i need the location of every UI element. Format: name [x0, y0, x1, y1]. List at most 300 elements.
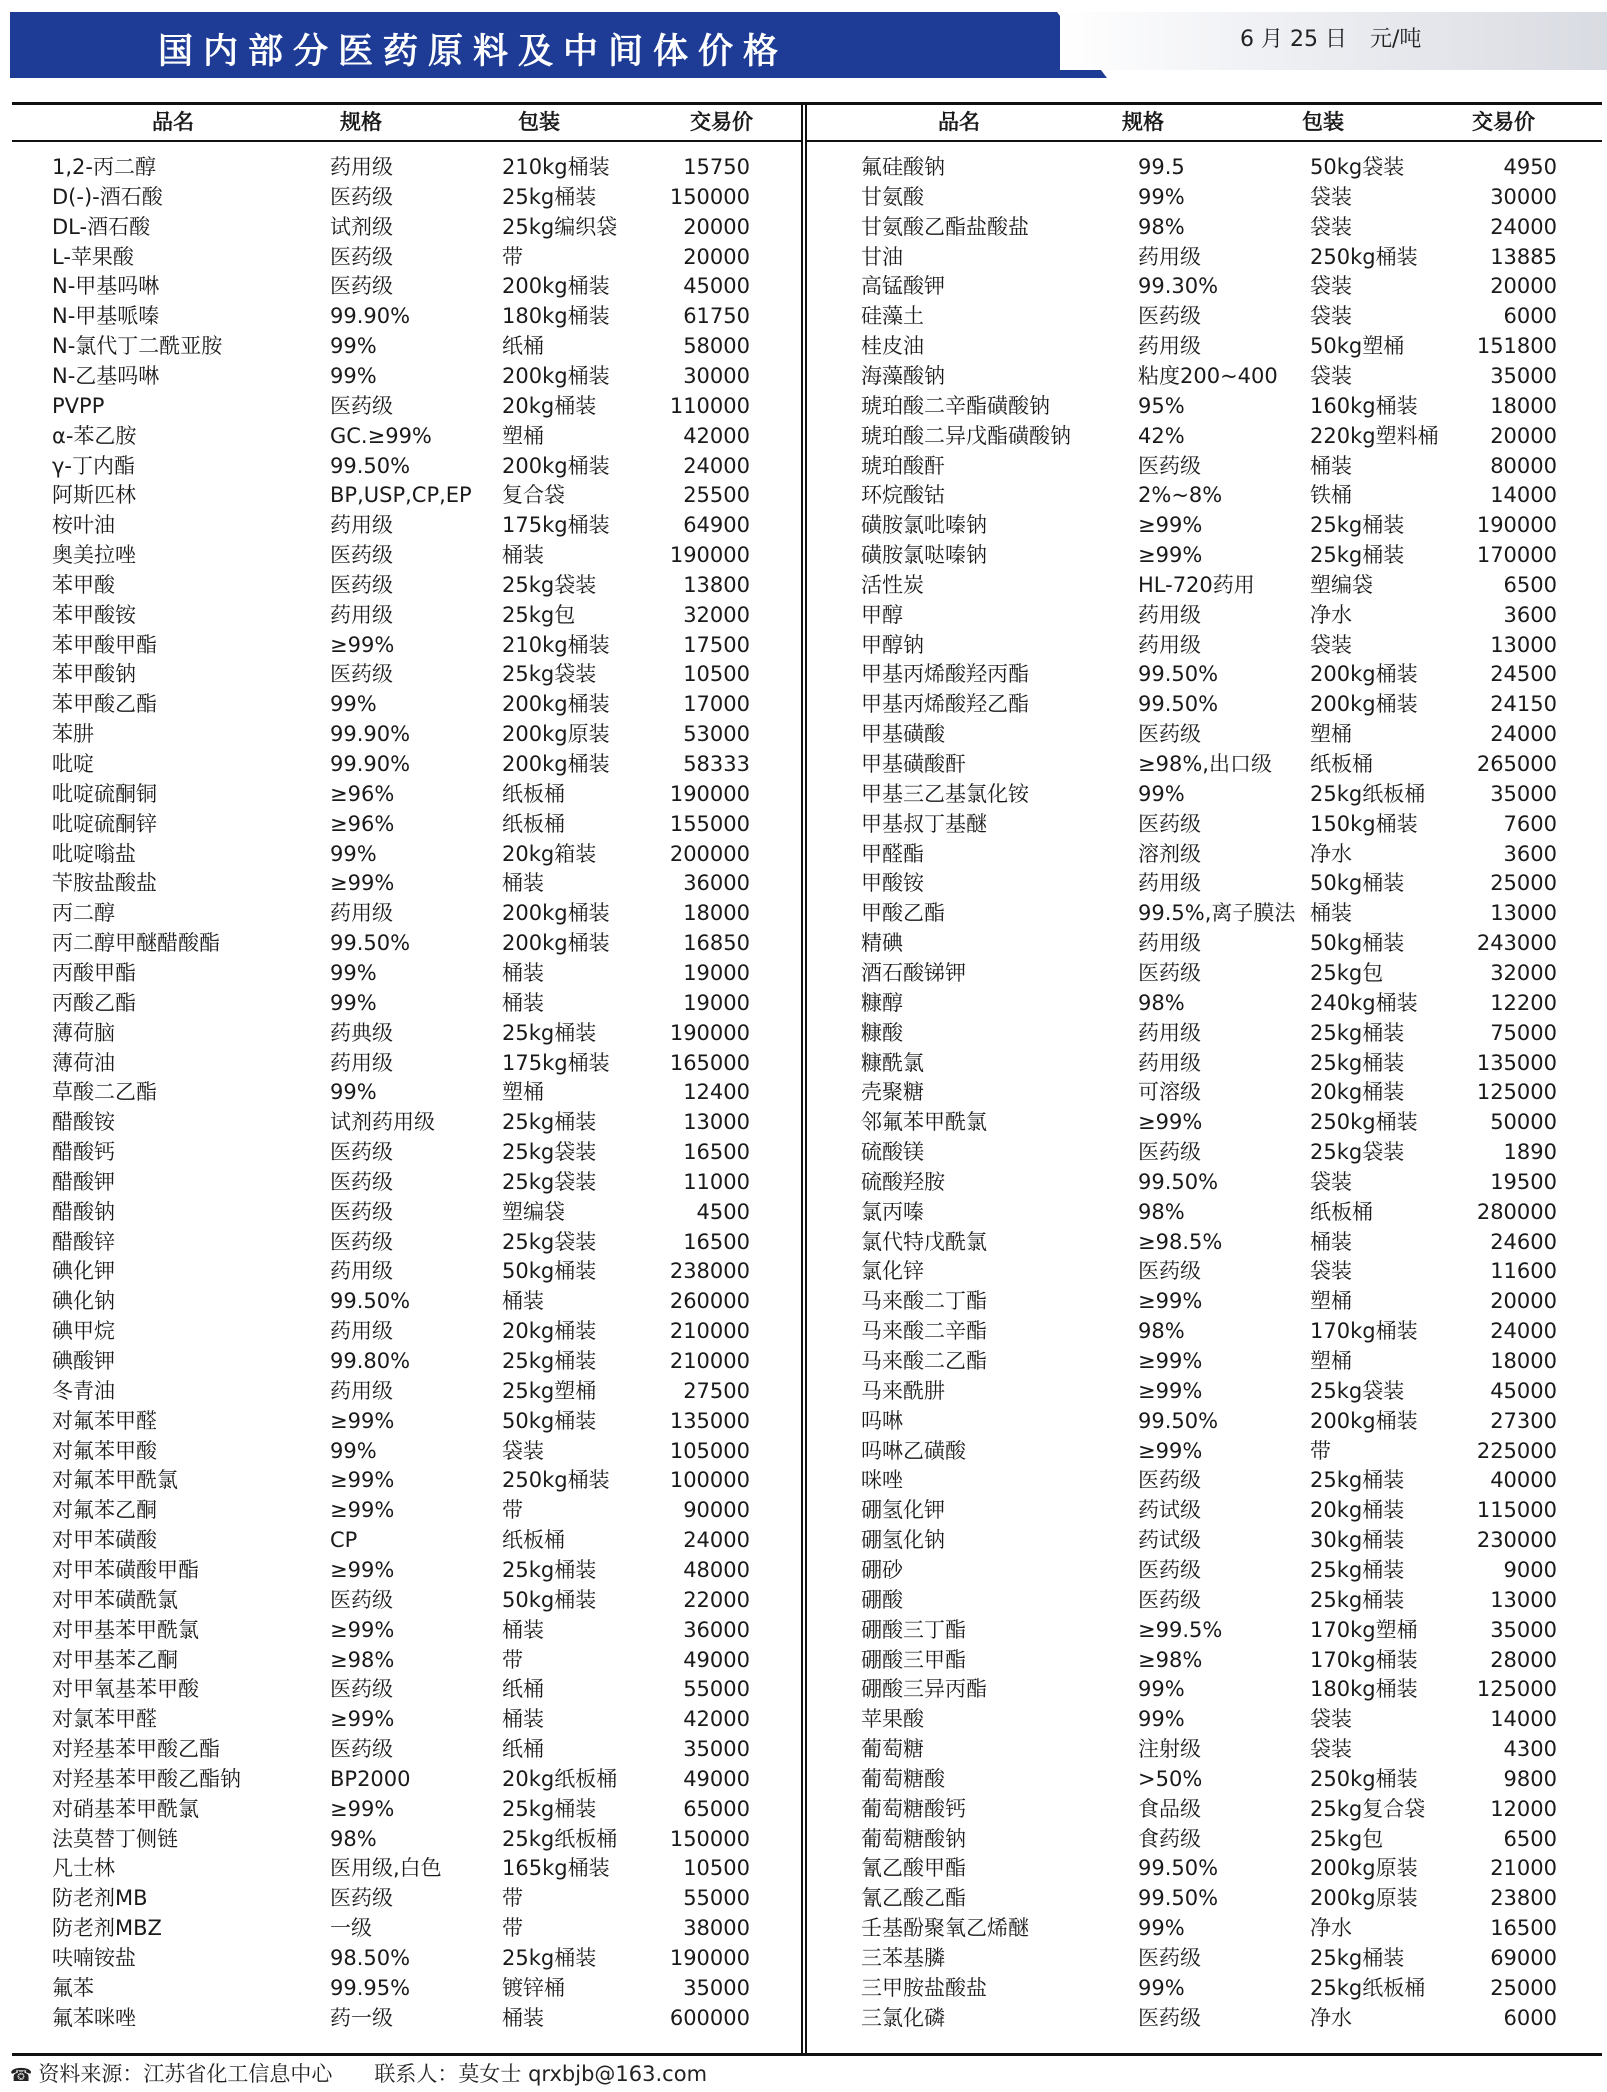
cell-pack: 复合袋	[502, 483, 565, 508]
source-credit: 资料来源：江苏省化工信息中心	[38, 2062, 333, 2086]
cell-name: 薄荷油	[52, 1050, 115, 1075]
cell-spec: 医用级,白色	[330, 1856, 442, 1881]
cell-name: 琥珀酸二辛酯磺酸钠	[861, 393, 1050, 418]
cell-spec: 99%	[330, 363, 377, 388]
cell-price: 150000	[669, 184, 750, 209]
cell-pack: 20kg纸板桶	[502, 1766, 618, 1791]
cell-spec: 医药级	[330, 1886, 393, 1911]
cell-pack: 桶装	[1310, 901, 1352, 926]
cell-name: 冬青油	[52, 1378, 115, 1403]
table-row	[0, 1853, 1607, 1883]
cell-pack: 200kg桶装	[502, 901, 610, 926]
table-row	[0, 1167, 1607, 1197]
cell-spec: 医药级	[330, 1169, 393, 1194]
cell-spec: 医药级	[1138, 1557, 1201, 1582]
cell-price: 15750	[683, 155, 750, 179]
cell-pack: 200kg原装	[1310, 1856, 1418, 1881]
cell-price: 53000	[683, 722, 750, 747]
table-row	[0, 1764, 1607, 1794]
cell-name: 甲基叔丁基醚	[861, 811, 987, 836]
table-row	[0, 898, 1607, 928]
cell-pack: 25kg桶装	[1310, 1020, 1405, 1045]
cell-spec: 药典级	[330, 1020, 393, 1045]
cell-spec: ≥99%	[330, 1707, 395, 1732]
cell-pack: 210kg桶装	[502, 155, 610, 179]
cell-price: 30000	[683, 363, 750, 388]
cell-price: 24000	[1490, 722, 1557, 747]
cell-price: 19000	[683, 990, 750, 1015]
cell-spec: 医药级	[330, 572, 393, 597]
cell-price: 190000	[669, 1946, 750, 1970]
cell-pack: 25kg塑桶	[502, 1378, 597, 1403]
cell-name: 三苯基膦	[861, 1946, 945, 1970]
cell-pack: 200kg桶装	[1310, 1408, 1418, 1433]
cell-name: PVPP	[52, 393, 105, 418]
cell-price: 24600	[1490, 1229, 1557, 1254]
cell-pack: 25kg桶装	[1310, 1557, 1405, 1582]
cell-pack: 200kg桶装	[502, 363, 610, 388]
cell-name: 薄荷脑	[52, 1020, 115, 1045]
cell-name: 甲基丙烯酸羟丙酯	[861, 662, 1029, 687]
cell-price: 243000	[1476, 931, 1557, 956]
cell-name: 对甲苯磺酰氯	[52, 1587, 178, 1612]
cell-pack: 袋装	[1310, 214, 1352, 239]
cell-name: 对氟苯甲酸	[52, 1438, 157, 1463]
cell-pack: 200kg原装	[1310, 1886, 1418, 1911]
table-row	[0, 1465, 1607, 1495]
cell-price: 135000	[1476, 1050, 1557, 1075]
cell-name: 葡萄糖	[861, 1737, 924, 1762]
footer	[10, 2058, 707, 2088]
cell-pack: 180kg桶装	[1310, 1677, 1418, 1702]
cell-name: 氟苯	[52, 1975, 94, 2000]
cell-price: 14000	[1490, 483, 1557, 508]
cell-price: 13885	[1490, 244, 1557, 269]
cell-spec: ≥99%	[330, 1468, 395, 1493]
cell-price: 28000	[1490, 1647, 1557, 1672]
cell-spec: ≥99%	[1138, 1378, 1203, 1403]
table-row	[0, 809, 1607, 839]
table-row	[0, 1018, 1607, 1048]
cell-spec: CP	[330, 1528, 358, 1553]
table-row	[0, 1525, 1607, 1555]
cell-spec: 99%	[330, 960, 377, 985]
cell-pack: 袋装	[1310, 1707, 1352, 1732]
cell-name: 丙酸乙酯	[52, 990, 136, 1015]
cell-name: 凡士林	[52, 1856, 115, 1881]
cell-pack: 25kg袋装	[1310, 1140, 1405, 1165]
cell-spec: 99%	[330, 1438, 377, 1463]
cell-spec: ≥99%	[330, 1557, 395, 1582]
cell-pack: 25kg桶装	[502, 1796, 597, 1821]
cell-pack: 带	[1310, 1438, 1331, 1463]
cell-name: 硼砂	[861, 1557, 903, 1582]
cell-price: 40000	[1490, 1468, 1557, 1493]
cell-price: 12000	[1490, 1796, 1557, 1821]
table-row	[0, 480, 1607, 510]
cell-pack: 240kg桶装	[1310, 990, 1418, 1015]
cell-spec: 99%	[1138, 1975, 1185, 2000]
cell-spec: ≥96%	[330, 811, 395, 836]
title-banner	[10, 12, 1107, 78]
cell-spec: 99%	[330, 692, 377, 717]
cell-price: 13000	[683, 1110, 750, 1135]
cell-spec: ≥96%	[330, 781, 395, 806]
cell-pack: 袋装	[1310, 1169, 1352, 1194]
cell-name: 三氯化磷	[861, 2005, 945, 2030]
cell-spec: 药用级	[1138, 334, 1201, 359]
cell-name: 吗啉	[861, 1408, 903, 1433]
cell-spec: ≥99.5%	[1138, 1617, 1223, 1642]
cell-price: 10500	[683, 662, 750, 687]
cell-price: 125000	[1476, 1080, 1557, 1105]
table-row	[0, 1913, 1607, 1943]
cell-price: 42000	[683, 423, 750, 448]
cell-price: 6500	[1503, 1826, 1557, 1851]
cell-pack: 25kg桶装	[1310, 1946, 1405, 1970]
table-row	[0, 1316, 1607, 1346]
table-row	[0, 152, 1607, 182]
cell-spec: 医药级	[330, 1229, 393, 1254]
table-row	[0, 1943, 1607, 1973]
cell-price: 38000	[683, 1916, 750, 1941]
cell-pack: 塑桶	[1310, 1349, 1352, 1373]
cell-pack: 50kg塑桶	[1310, 334, 1405, 359]
table-row	[0, 1197, 1607, 1227]
cell-price: 13000	[1490, 901, 1557, 926]
cell-price: 150000	[669, 1826, 750, 1851]
cell-price: 151800	[1476, 334, 1557, 359]
cell-price: 12200	[1490, 990, 1557, 1015]
cell-spec: BP2000	[330, 1766, 411, 1791]
cell-pack: 净水	[1310, 602, 1352, 627]
cell-price: 35000	[1490, 781, 1557, 806]
cell-pack: 袋装	[1310, 1737, 1352, 1762]
table-row	[0, 719, 1607, 749]
cell-spec: 医药级	[330, 244, 393, 269]
table-row	[0, 1973, 1607, 2003]
cell-spec: 99.5	[1138, 155, 1185, 179]
cell-spec: ≥99%	[330, 1498, 395, 1523]
cell-spec: ≥99%	[330, 871, 395, 896]
cell-spec: 药用级	[1138, 602, 1201, 627]
cell-spec: 医药级	[1138, 1946, 1201, 1970]
cell-price: 19000	[683, 960, 750, 985]
cell-price: 36000	[683, 1617, 750, 1642]
cell-name: N-甲基哌嗪	[52, 304, 160, 329]
cell-pack: 20kg桶装	[502, 1319, 597, 1344]
cell-price: 11600	[1490, 1259, 1557, 1284]
cell-pack: 桶装	[502, 543, 544, 568]
cell-pack: 25kg袋装	[502, 662, 597, 687]
cell-pack: 200kg桶装	[502, 274, 610, 299]
table-row	[0, 839, 1607, 869]
cell-price: 58000	[683, 334, 750, 359]
cell-pack: 150kg桶装	[1310, 811, 1418, 836]
cell-price: 190000	[1476, 513, 1557, 538]
col-header-spec: 规格	[340, 110, 382, 134]
table-row	[0, 451, 1607, 481]
cell-name: 磺胺氯吡嗪钠	[861, 513, 987, 538]
cell-name: 甲醛酯	[861, 841, 924, 866]
cell-name: 苯甲酸铵	[52, 602, 136, 627]
cell-spec: 溶剂级	[1138, 841, 1201, 866]
cell-pack: 纸板桶	[502, 781, 565, 806]
cell-name: 甘氨酸乙酯盐酸盐	[861, 214, 1029, 239]
cell-spec: 食品级	[1138, 1796, 1201, 1821]
cell-name: 马来酰肼	[861, 1378, 945, 1403]
cell-name: 精碘	[861, 931, 903, 956]
cell-pack: 袋装	[1310, 304, 1352, 329]
cell-name: 糠酰氯	[861, 1050, 924, 1075]
cell-name: 苯甲酸甲酯	[52, 632, 157, 657]
table-row	[0, 1824, 1607, 1854]
cell-name: 活性炭	[861, 572, 924, 597]
cell-name: 吗啉乙磺酸	[861, 1438, 966, 1463]
cell-spec: 98.50%	[330, 1946, 411, 1970]
cell-name: 对硝基苯甲酰氯	[52, 1796, 199, 1821]
cell-spec: 99.90%	[330, 304, 411, 329]
cell-pack: 200kg桶装	[502, 692, 610, 717]
cell-name: 硼酸	[861, 1587, 903, 1612]
cell-price: 170000	[1476, 543, 1557, 568]
cell-spec: 95%	[1138, 393, 1185, 418]
table-row	[0, 1555, 1607, 1585]
cell-name: N-乙基吗啉	[52, 363, 160, 388]
cell-spec: 99.80%	[330, 1349, 411, 1373]
cell-name: 葡萄糖酸钙	[861, 1796, 966, 1821]
cell-name: 海藻酸钠	[861, 363, 945, 388]
cell-name: 邻氟苯甲酰氯	[861, 1110, 987, 1135]
cell-spec: 99.50%	[1138, 1886, 1219, 1911]
cell-name: 琥珀酸酐	[861, 453, 945, 478]
cell-spec: 99.90%	[330, 752, 411, 776]
cell-pack: 带	[502, 1886, 523, 1911]
cell-spec: ≥98%,出口级	[1138, 752, 1272, 776]
table-row	[0, 749, 1607, 779]
table-row	[0, 540, 1607, 570]
cell-pack: 50kg桶装	[1310, 871, 1405, 896]
price-unit: 元/吨	[1370, 27, 1422, 52]
cell-pack: 25kg桶装	[502, 1349, 597, 1373]
cell-price: 24150	[1490, 692, 1557, 717]
table-row	[0, 510, 1607, 540]
cell-spec: 99.50%	[330, 1289, 411, 1314]
cell-spec: 医药级	[330, 1677, 393, 1702]
table-row	[0, 1048, 1607, 1078]
cell-name: 马来酸二乙酯	[861, 1349, 987, 1373]
cell-price: 24000	[1490, 1319, 1557, 1344]
cell-price: 9000	[1503, 1557, 1557, 1582]
cell-price: 190000	[669, 781, 750, 806]
cell-name: 醋酸钠	[52, 1199, 115, 1224]
cell-price: 27300	[1490, 1408, 1557, 1433]
cell-spec: 99%	[1138, 781, 1185, 806]
table-row	[0, 1346, 1607, 1376]
cell-name: 马来酸二辛酯	[861, 1319, 987, 1344]
cell-name: 吡啶硫酮锌	[52, 811, 157, 836]
cell-pack: 纸桶	[502, 1677, 544, 1702]
cell-spec: 药用级	[330, 1050, 393, 1075]
cell-spec: 医药级	[1138, 1587, 1201, 1612]
cell-price: 20000	[1490, 1289, 1557, 1314]
table-row	[0, 242, 1607, 272]
cell-spec: ≥99%	[330, 1796, 395, 1821]
cell-price: 49000	[683, 1647, 750, 1672]
cell-spec: 99.95%	[330, 1975, 411, 2000]
cell-pack: 50kg桶装	[502, 1408, 597, 1433]
cell-pack: 200kg桶装	[1310, 692, 1418, 717]
cell-spec: 医药级	[330, 1140, 393, 1165]
cell-spec: 医药级	[330, 1737, 393, 1762]
cell-price: 265000	[1476, 752, 1557, 776]
cell-pack: 250kg桶装	[1310, 1766, 1418, 1791]
cell-price: 6500	[1503, 572, 1557, 597]
cell-name: 氯化锌	[861, 1259, 924, 1284]
cell-pack: 桶装	[1310, 1229, 1352, 1254]
cell-name: 硫酸镁	[861, 1140, 924, 1165]
table-row	[0, 2003, 1607, 2033]
cell-price: 4300	[1503, 1737, 1557, 1762]
cell-pack: 25kg纸板桶	[502, 1826, 618, 1851]
cell-name: 甘油	[861, 244, 903, 269]
col-header-price: 交易价	[690, 110, 753, 134]
cell-pack: 250kg桶装	[1310, 244, 1418, 269]
cell-spec: 药用级	[1138, 1020, 1201, 1045]
cell-name: 甲基丙烯酸羟乙酯	[861, 692, 1029, 717]
cell-price: 280000	[1476, 1199, 1557, 1224]
cell-name: 对甲基苯乙酮	[52, 1647, 178, 1672]
cell-price: 35000	[683, 1975, 750, 2000]
cell-spec: ≥99%	[1138, 1438, 1203, 1463]
cell-price: 45000	[683, 274, 750, 299]
cell-spec: 99%	[1138, 1677, 1185, 1702]
table-row	[0, 1406, 1607, 1436]
cell-price: 24000	[1490, 214, 1557, 239]
cell-pack: 175kg桶装	[502, 513, 610, 538]
cell-name: 硼酸三丁酯	[861, 1617, 966, 1642]
cell-price: 200000	[669, 841, 750, 866]
table-row	[0, 988, 1607, 1018]
cell-name: 防老剂MBZ	[52, 1916, 162, 1941]
cell-price: 125000	[1476, 1677, 1557, 1702]
cell-spec: 医药级	[330, 1587, 393, 1612]
cell-pack: 180kg桶装	[502, 304, 610, 329]
cell-price: 20000	[1490, 423, 1557, 448]
cell-spec: 药用级	[330, 1319, 393, 1344]
cell-spec: 98%	[1138, 1319, 1185, 1344]
cell-pack: 袋装	[502, 1438, 544, 1463]
cell-pack: 25kg包	[502, 602, 576, 627]
cell-name: 磺胺氯哒嗪钠	[861, 543, 987, 568]
cell-pack: 袋装	[1310, 632, 1352, 657]
cell-pack: 25kg桶装	[502, 1110, 597, 1135]
cell-name: 咪唑	[861, 1468, 903, 1493]
cell-name: 对氯苯甲醛	[52, 1707, 157, 1732]
cell-name: 对甲基苯甲酰氯	[52, 1617, 199, 1642]
table-row	[0, 212, 1607, 242]
cell-name: 对氟苯甲酰氯	[52, 1468, 178, 1493]
cell-price: 20000	[683, 244, 750, 269]
cell-name: 吡啶	[52, 752, 94, 776]
cell-price: 35000	[683, 1737, 750, 1762]
cell-name: DL-酒石酸	[52, 214, 151, 239]
cell-pack: 25kg包	[1310, 960, 1384, 985]
cell-spec: >50%	[1138, 1766, 1203, 1791]
cell-pack: 25kg袋装	[502, 572, 597, 597]
cell-name: 糠醇	[861, 990, 903, 1015]
cell-spec: 99%	[330, 1080, 377, 1105]
cell-name: 硼酸三甲酯	[861, 1647, 966, 1672]
table-row	[0, 1704, 1607, 1734]
cell-name: 苯肼	[52, 722, 94, 747]
cell-spec: 药试级	[1138, 1528, 1201, 1553]
cell-spec: 99%	[1138, 1707, 1185, 1732]
cell-price: 35000	[1490, 1617, 1557, 1642]
cell-spec: 99.50%	[330, 453, 411, 478]
cell-pack: 袋装	[1310, 274, 1352, 299]
cell-pack: 铁桶	[1310, 483, 1352, 508]
cell-spec: 药用级	[1138, 1050, 1201, 1075]
table-row	[0, 689, 1607, 719]
cell-pack: 桶装	[502, 960, 544, 985]
cell-price: 48000	[683, 1557, 750, 1582]
cell-price: 22000	[683, 1587, 750, 1612]
cell-price: 6000	[1503, 304, 1557, 329]
cell-name: 呋喃铵盐	[52, 1946, 136, 1970]
cell-price: 32000	[1490, 960, 1557, 985]
cell-name: 桉叶油	[52, 513, 115, 538]
cell-price: 238000	[669, 1259, 750, 1284]
cell-pack: 20kg箱装	[502, 841, 597, 866]
cell-name: 氟硅酸钠	[861, 155, 945, 179]
cell-pack: 桶装	[502, 990, 544, 1015]
cell-name: 甘氨酸	[861, 184, 924, 209]
cell-pack: 30kg桶装	[1310, 1528, 1405, 1553]
table-row	[0, 1107, 1607, 1137]
cell-name: 碘化钾	[52, 1259, 115, 1284]
cell-spec: 药一级	[330, 2005, 393, 2030]
cell-spec: 药用级	[330, 602, 393, 627]
cell-spec: 药用级	[330, 901, 393, 926]
cell-pack: 25kg桶装	[1310, 513, 1405, 538]
cell-price: 210000	[669, 1319, 750, 1344]
table-row	[0, 1286, 1607, 1316]
cell-spec: 98%	[1138, 214, 1185, 239]
table-row	[0, 1585, 1607, 1615]
cell-name: 甲酸乙酯	[861, 901, 945, 926]
cell-spec: 99%	[1138, 1916, 1185, 1941]
cell-name: 壳聚糖	[861, 1080, 924, 1105]
cell-name: 对氟苯乙酮	[52, 1498, 157, 1523]
cell-pack: 塑桶	[502, 1080, 544, 1105]
cell-price: 155000	[669, 811, 750, 836]
cell-spec: 99.50%	[1138, 1856, 1219, 1881]
cell-pack: 20kg桶装	[1310, 1080, 1405, 1105]
table-row	[0, 1436, 1607, 1466]
cell-pack: 纸板桶	[502, 1528, 565, 1553]
cell-price: 20000	[1490, 274, 1557, 299]
cell-name: 氯丙嗪	[861, 1199, 924, 1224]
cell-name: 碘酸钾	[52, 1349, 115, 1373]
cell-spec: 医药级	[330, 393, 393, 418]
cell-pack: 25kg桶装	[1310, 1468, 1405, 1493]
cell-name: 醋酸锌	[52, 1229, 115, 1254]
cell-name: D(-)-酒石酸	[52, 184, 163, 209]
cell-pack: 25kg纸板桶	[1310, 1975, 1426, 2000]
cell-name: 醋酸钙	[52, 1140, 115, 1165]
col-header-price: 交易价	[1472, 110, 1535, 134]
